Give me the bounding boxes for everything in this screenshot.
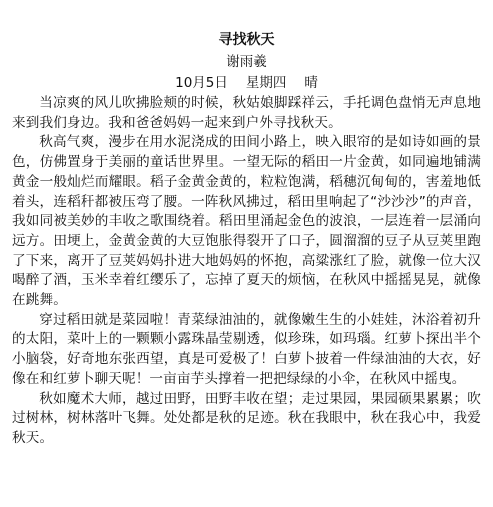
weekday-text: 星期四	[245, 75, 287, 91]
date-text: 10月5日	[175, 75, 228, 91]
paragraph: 秋高气爽，漫步在用水泥浇成的田间小路上，映入眼帘的是如诗如画的景色，仿佛置身于美丽的童话世界里。一望无际的稻田一片金黄，如同遍地铺满黄金一般灿烂而耀眼。稻子金黄金黄的，粒粒饱满，稻穗沉甸甸的，害羞地低着头，连稻秆都被压弯了腰。一阵秋风拂过，稻田里响起了“沙沙沙”的声音，我如同被美妙的丰收之歌围绕着。稻田里涌起金色的波浪，一层连着一层涌向远方。田埂上，金黄金黄的大豆饱胀得裂开了口子，圆溜溜的豆子从豆荚里跑了下来，离开了豆荚妈妈扑进大地妈妈的怀抱，高粱涨红了脸，就像一位大汉喝醉了酒，玉米幸着红缨乐了，忘掉了夏天的烦恼，在秋风中摇摇晃晃，就像在跳舞。	[12, 134, 481, 309]
author-name: 谢雨羲	[226, 54, 267, 70]
paragraph: 秋如魔术大师，越过田野，田野丰收在望；走过果园，果园硕果累累；吹过树林，树林落叶飞舞。处处都是秋的足迹。秋在我眼中，秋在我心中，我爱秋天。	[12, 390, 481, 446]
weather-text: 晴	[304, 75, 318, 91]
date-line	[12, 73, 481, 93]
paragraph: 当凉爽的风儿吹拂脸颊的时候，秋姑娘脚踩祥云，手托调色盘悄无声息地来到我们身边。我和爸爸妈妈一起来到户外寻找秋天。	[12, 95, 481, 131]
essay-body	[12, 94, 481, 449]
essay-title: 寻找秋天	[218, 32, 275, 48]
paragraph: 穿过稻田就是菜园啦！青菜绿油油的，就像嫩生生的小娃娃，沐浴着初升的太阳，菜叶上的一颗颗小露珠晶莹剔透，似珍珠，如玛瑙。红萝卜探出半个小脑袋，好奇地东张西望，真是可爱极了！白萝卜披着一件绿油油的大衣，好像在和红萝卜聊天呢！一亩亩芋头撑着一把把绿绿的小伞，在秋风中摇曳。	[12, 311, 481, 387]
